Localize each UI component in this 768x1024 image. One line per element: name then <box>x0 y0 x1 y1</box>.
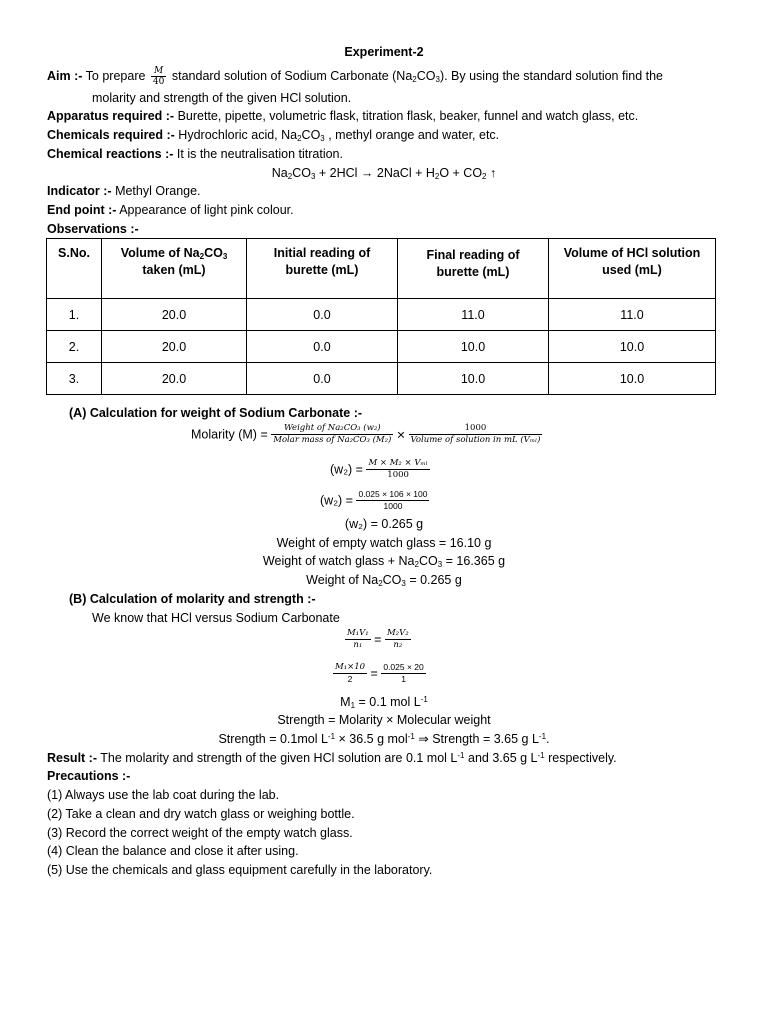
fraction-1-num: Weight of Na₂CO₃ (w₂) <box>271 423 393 435</box>
indicator-text: Methyl Orange. <box>111 184 201 198</box>
endpoint-label: End point :- <box>47 203 117 217</box>
reactions-text: It is the neutralisation titration. <box>173 147 343 161</box>
w2-fraction-num: M × M₂ × Vₘₗ <box>368 458 428 468</box>
strength-b: × 36.5 g mol <box>335 732 408 746</box>
molarity-lhs: Molarity (M) = <box>191 427 268 442</box>
equals-sign: = <box>374 632 382 647</box>
reactions-line <box>47 146 343 162</box>
cell-sno: 2. <box>47 331 102 363</box>
molarity-formula <box>191 423 542 446</box>
cell-initial: 0.0 <box>247 299 398 331</box>
cell-final: 10.0 <box>398 331 549 363</box>
observations-table <box>46 238 716 395</box>
m2v2-num: M₂V₂ <box>386 628 409 638</box>
result-sup1: -1 <box>457 751 465 760</box>
strength-a: Strength = 0.1mol L <box>218 732 328 746</box>
equals-sign-2: = <box>370 666 378 681</box>
header-final-reading <box>398 239 549 299</box>
header-sno: S.No. <box>47 239 102 299</box>
empty-glass-weight: Weight of empty watch glass = 16.10 g <box>276 536 492 550</box>
strength-d: . <box>546 732 550 746</box>
weight-sub2: 3 <box>401 579 406 588</box>
strength-calculation <box>0 731 768 747</box>
glass-plus-sub1: 2 <box>414 560 419 569</box>
molarity-fraction-2 <box>409 423 543 446</box>
m1-num: M₁×10 <box>335 662 366 672</box>
w2-sub-den: 1000 <box>383 501 403 511</box>
chemicals-text-a: Hydrochloric acid, Na <box>174 128 298 142</box>
chemicals-line <box>47 127 499 143</box>
precaution-item: (1) Always use the lab coat during the lab. <box>47 788 280 802</box>
aim-text-b: standard solution of Sodium Carbonate (Na <box>171 68 413 83</box>
m1v1-num: M₁V₁ <box>347 628 369 638</box>
eq-c: + 2HCl → 2NaCl + H <box>315 166 435 180</box>
result-sup2: -1 <box>537 751 545 760</box>
indicator-line <box>47 183 201 199</box>
eq-d: O + CO <box>439 166 483 180</box>
cell-final: 11.0 <box>398 299 549 331</box>
table-row <box>47 299 716 331</box>
cell-final: 10.0 <box>398 363 549 395</box>
strength-c: ⇒ Strength = 3.65 g L <box>414 732 539 746</box>
m1v1-den: n₁ <box>353 640 363 650</box>
glass-plus-b: CO <box>418 554 438 568</box>
w2-sub-fraction <box>356 489 429 512</box>
header-initial-reading <box>247 239 398 299</box>
cell-initial: 0.0 <box>247 363 398 395</box>
endpoint-text: Appearance of light pink colour. <box>116 203 294 217</box>
table-header-row <box>47 239 716 299</box>
strength-sup1: -1 <box>327 732 336 741</box>
m1-sub: 1 <box>350 701 356 710</box>
header-initial-1: Initial reading of <box>273 246 371 260</box>
strength-definition: Strength = Molarity × Molecular weight <box>277 713 491 727</box>
m2v2-den: n₂ <box>393 640 403 650</box>
result-line <box>47 750 617 766</box>
chemicals-text-c: , methyl orange and water, etc. <box>324 128 500 142</box>
precautions-label: Precautions :- <box>47 769 131 783</box>
eq-b: CO <box>292 166 311 180</box>
result-text-b: and 3.65 g L <box>464 751 538 765</box>
apparatus-label: Apparatus required :- <box>47 109 175 123</box>
aim-text-a: To prepare <box>85 68 146 83</box>
endpoint-line <box>47 202 294 218</box>
value-den: 1 <box>401 674 406 684</box>
m1-b: = 0.1 mol L <box>355 695 421 709</box>
precaution-item: (4) Clean the balance and close it after using. <box>47 844 299 858</box>
w2-result: (w₂) = 0.265 g <box>344 517 424 531</box>
weight-b: CO <box>382 573 402 587</box>
result-text-a: The molarity and strength of the given HCl solution are 0.1 mol L <box>97 751 458 765</box>
header-hcl-1: Volume of HCl solution <box>563 246 701 260</box>
glass-plus-c: = 16.365 g <box>442 554 506 568</box>
strength-sup3: -1 <box>538 732 547 741</box>
chemical-equation <box>0 165 768 181</box>
value-num: 0.025 × 20 <box>383 662 424 672</box>
table-row <box>47 363 716 395</box>
w2-lhs: (w₂) = <box>330 462 363 477</box>
fraction-2-num: 1000 <box>409 423 543 435</box>
eq-a-sub: 2 <box>287 172 293 181</box>
cell-hcl: 10.0 <box>549 331 716 363</box>
header-vol-b: CO <box>204 246 223 260</box>
m1-fraction <box>333 662 367 685</box>
aim-line <box>47 66 720 87</box>
weight-a: Weight of Na <box>306 573 379 587</box>
precaution-item: (2) Take a clean and dry watch glass or weighing bottle. <box>47 807 355 821</box>
aim-fraction <box>151 66 166 87</box>
chemicals-sub-1: 2 <box>297 134 302 143</box>
header-vol-sub2: 3 <box>222 252 228 261</box>
cell-volume: 20.0 <box>102 331 247 363</box>
glass-plus-weight <box>0 553 768 569</box>
m1-a: M <box>340 695 351 709</box>
eq-b-sub: 3 <box>310 172 316 181</box>
aim-line-2: molarity and strength of the given HCl solution. <box>92 91 352 105</box>
aim-sub-1: 2 <box>412 74 417 84</box>
value-fraction <box>381 662 425 685</box>
header-final-2: burette (mL) <box>436 265 510 279</box>
weight-c: = 0.265 g <box>405 573 462 587</box>
cell-hcl: 11.0 <box>549 299 716 331</box>
cell-initial: 0.0 <box>247 331 398 363</box>
fraction-2-den: Volume of solution in mL (Vₘₗ) <box>410 435 541 445</box>
w2-substitution <box>320 489 429 512</box>
times-sign: × <box>396 426 406 443</box>
chemicals-sub-2: 3 <box>320 134 325 143</box>
table-row <box>47 331 716 363</box>
aim-text-end: ). By using the standard solution find the <box>439 68 663 83</box>
eq-e: ↑ <box>486 166 497 180</box>
cell-sno: 1. <box>47 299 102 331</box>
m1v1-fraction <box>345 628 371 651</box>
header-vol-sub1: 2 <box>199 252 205 261</box>
header-hcl-2: used (mL) <box>602 263 662 277</box>
m1-den: 2 <box>347 674 353 684</box>
w2-fraction <box>366 458 429 481</box>
apparatus-text: Burette, pipette, volumetric flask, titration flask, beaker, funnel and watch glass, etc. <box>174 109 639 123</box>
result-label: Result :- <box>47 751 97 765</box>
eq-d-sub: 2 <box>482 172 487 181</box>
eq-c-sub: 2 <box>434 172 440 181</box>
section-a-heading: (A) Calculation for weight of Sodium Carbonate :- <box>69 406 363 420</box>
molarity-equation <box>345 628 411 651</box>
section-b-intro: We know that HCl versus Sodium Carbonate <box>92 611 340 625</box>
precaution-item: (5) Use the chemicals and glass equipment carefully in the laboratory. <box>47 863 433 877</box>
page-title: Experiment-2 <box>344 45 424 59</box>
aim-text-mid: CO <box>416 68 436 83</box>
chemicals-text-b: CO <box>301 128 321 142</box>
apparatus-line <box>47 108 638 124</box>
weight-sub1: 2 <box>378 579 383 588</box>
m1-result <box>0 694 768 710</box>
w2-formula <box>330 458 430 481</box>
na2co3-weight <box>0 572 768 588</box>
w2-fraction-den: 1000 <box>387 470 409 480</box>
molarity-substitution <box>333 662 426 685</box>
cell-volume: 20.0 <box>102 299 247 331</box>
aim-fraction-num: M <box>151 66 166 77</box>
cell-hcl: 10.0 <box>549 363 716 395</box>
reactions-label: Chemical reactions :- <box>47 147 174 161</box>
precaution-item: (3) Record the correct weight of the empty watch glass. <box>47 826 353 840</box>
cell-sno: 3. <box>47 363 102 395</box>
observations-label: Observations :- <box>47 222 139 236</box>
header-vol-line2: taken (mL) <box>142 263 206 277</box>
strength-sup2: -1 <box>407 732 415 741</box>
header-hcl-volume <box>549 239 716 299</box>
indicator-label: Indicator :- <box>47 184 112 198</box>
header-initial-2: burette (mL) <box>285 263 359 277</box>
aim-label: Aim :- <box>47 68 83 83</box>
w2-sub-num: 0.025 × 106 × 100 <box>358 489 428 499</box>
m2v2-fraction <box>385 628 411 651</box>
result-text-c: respectively. <box>544 751 617 765</box>
header-vol-a: Volume of Na <box>120 246 200 260</box>
m1-sup: -1 <box>420 695 428 704</box>
glass-plus-a: Weight of watch glass + Na <box>262 554 415 568</box>
w2-lhs-2: (w₂) = <box>320 493 353 508</box>
molarity-fraction-1 <box>271 423 393 446</box>
cell-volume: 20.0 <box>102 363 247 395</box>
eq-a: Na <box>271 166 288 180</box>
glass-plus-sub2: 3 <box>437 560 443 569</box>
header-volume-na2co3 <box>102 239 247 299</box>
aim-fraction-den: 40 <box>152 77 165 87</box>
fraction-1-den: Molar mass of Na₂CO₃ (M₂) <box>273 435 392 445</box>
header-final-1: Final reading of <box>426 248 520 262</box>
aim-sub-2: 3 <box>435 74 440 84</box>
section-b-heading: (B) Calculation of molarity and strength :- <box>69 592 316 606</box>
chemicals-label: Chemicals required :- <box>47 128 175 142</box>
